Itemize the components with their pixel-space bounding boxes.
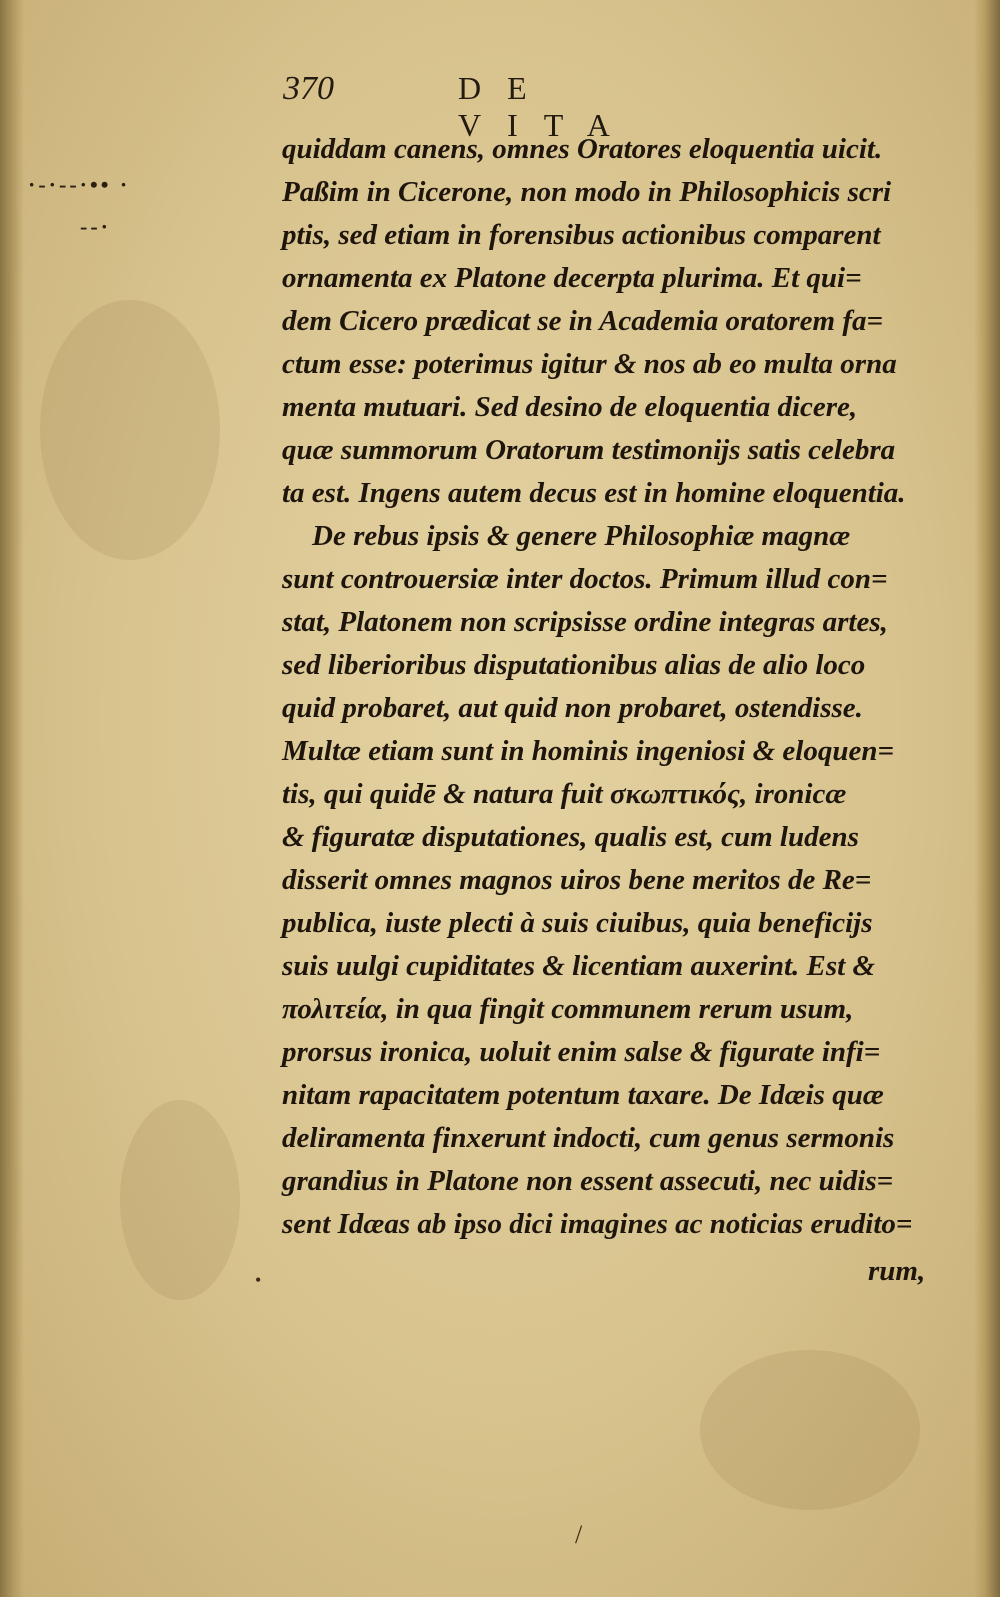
text-line: grandius in Platone non essent assecuti, nec uidis= [282, 1165, 894, 1197]
text-line: sed liberioribus disputationibus alias de alio loco [282, 649, 866, 681]
text-line: sent Idæas ab ipso dici imagines ac noticias erudito= [282, 1208, 913, 1240]
text-line: quæ summorum Oratorum testimonijs satis celebra [282, 434, 896, 466]
text-line: quid probaret, aut quid non probaret, ostendisse. [282, 692, 863, 724]
text-line: πολιτεία, in qua fingit communem rerum usum, [282, 993, 854, 1025]
binding-gutter [0, 0, 24, 1597]
text-line: deliramenta finxerunt indocti, cum genus sermonis [282, 1122, 895, 1154]
marginal-mark: ·-·--·•• · [28, 172, 131, 197]
text-line: Paßim in Cicerone, non modo in Philosophicis scri [282, 176, 892, 208]
text-line: disserit omnes magnos uiros bene meritos de Re= [282, 864, 872, 896]
paper-stain [700, 1350, 920, 1510]
text-line: ctum esse: poterimus igitur & nos ab eo multa orna [282, 348, 897, 380]
text-line: ornamenta ex Platone decerpta plurima. Et qui= [282, 262, 862, 294]
stray-mark: / [575, 1520, 583, 1549]
text-line: & figuratæ disputationes, qualis est, cum ludens [282, 821, 859, 853]
text-line: tis, qui quidē & natura fuit σκωπτικός, ironicæ [282, 778, 847, 810]
marginal-mark: --· [80, 214, 111, 239]
text-line: nitam rapacitatem potentum taxare. De Idæis quæ [282, 1079, 884, 1111]
text-line: menta mutuari. Sed desino de eloquentia dicere, [282, 391, 858, 423]
text-line: prorsus ironica, uoluit enim salse & figurate infi= [282, 1036, 881, 1068]
body-text [282, 128, 942, 1246]
text-line: Multæ etiam sunt in hominis ingeniosi & eloquen= [282, 735, 894, 767]
text-line: stat, Platonem non scripsisse ordine integras artes, [282, 606, 888, 638]
page-edge [974, 0, 1000, 1597]
text-line: sunt controuersiæ inter doctos. Primum illud con= [282, 563, 888, 595]
stray-mark: • [255, 1270, 262, 1290]
paper-stain [120, 1100, 240, 1300]
text-line: suis uulgi cupiditates & licentiam auxerint. Est & [282, 950, 875, 982]
page-header [283, 70, 763, 143]
running-head: DE VITA [458, 70, 636, 143]
text-line: quiddam canens, omnes Oratores eloquentia uicit. [282, 133, 883, 165]
text-line: dem Cicero prædicat se in Academia oratorem fa= [282, 305, 884, 337]
text-line: publica, iuste plecti à suis ciuibus, quia beneficijs [282, 907, 873, 939]
text-line: ptis, sed etiam in forensibus actionibus comparent [282, 219, 881, 251]
paper-stain [40, 300, 220, 560]
page-number: 370 [283, 70, 334, 107]
catchword: rum, [868, 1255, 926, 1287]
text-line: ta est. Ingens autem decus est in homine eloquentia. [282, 477, 906, 509]
text-line: De rebus ipsis & genere Philosophiæ magnæ [312, 520, 851, 552]
